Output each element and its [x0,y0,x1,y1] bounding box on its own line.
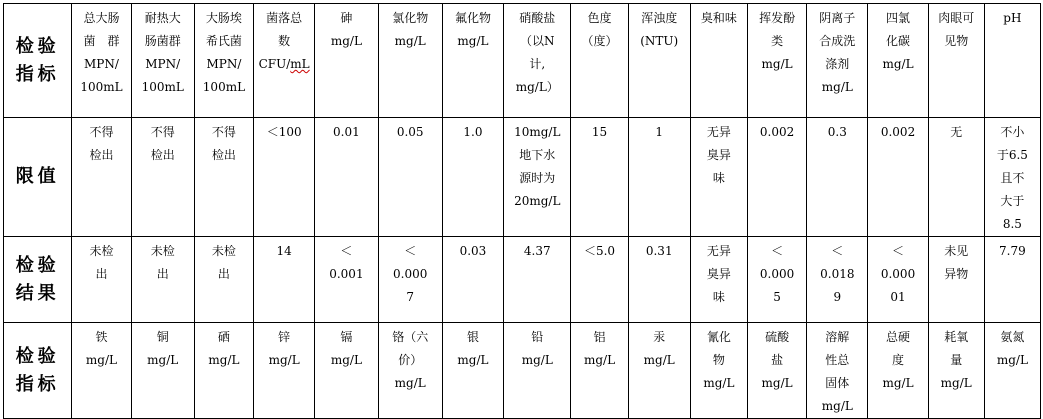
cell-text: 未检 [150,244,175,258]
cell-text: 希氏菌 [205,34,242,48]
limit-cell [504,118,571,237]
cell-text: mg/L [882,57,914,71]
cell-text: 0.000 [759,267,795,281]
cell-text: mg/L [268,353,300,367]
indicator-cell [690,323,747,419]
cell-text: MPN/ [84,57,119,71]
cell-text: 20mg/L [514,194,561,208]
cell-text: 合成洗 [819,34,856,48]
indicator-cell [254,4,315,118]
cell-text: 7 [406,290,415,304]
cell-text: ＜5.0 [583,244,616,258]
cell-text: 化碳 [886,34,911,48]
cell-text: 于6.5 [996,148,1028,162]
cell-text: 臭和味 [700,11,737,25]
result-cell [194,237,253,323]
limit-cell [984,118,1040,237]
indicator-cell [504,323,571,419]
cell-text: 硒 [217,330,230,344]
limit-cell [690,118,747,237]
cell-text: 铬（六 [392,330,429,344]
cell-text: mg/L [521,353,553,367]
cell-text: 氰化 [706,330,731,344]
cell-text: 0.002 [880,125,916,139]
cell-text: 浑浊度 [641,11,678,25]
cell-text: mg/L [147,353,179,367]
limit-cell [72,118,131,237]
cell-text: 0.05 [396,125,424,139]
indicator-row-2 [4,323,1041,419]
limit-cell [442,118,503,237]
indicator-cell [254,323,315,419]
cell-text: 硝酸盐 [519,11,556,25]
cell-text: 类 [771,34,784,48]
cell-text: mg/L [821,80,853,94]
cell-text: mg/L [330,353,362,367]
cell-text: mg/L [208,353,240,367]
cell-text: 度 [892,353,905,367]
cell-text: 溶解 [825,330,850,344]
limit-cell [928,118,984,237]
cell-text: mg/L [457,34,489,48]
cell-text: 100mL [141,80,184,94]
cell-text: 银 [466,330,479,344]
cell-text: 0.31 [645,244,673,258]
cell-text: （度） [581,34,618,48]
limit-cell [628,118,690,237]
cell-text: mg/L [643,353,675,367]
cell-text: 耗氧 [944,330,969,344]
cell-text: mg/L [996,353,1028,367]
result-cell [628,237,690,323]
cell-text: ＜100 [266,125,302,139]
cell-text: 1.0 [463,125,483,139]
row-header-limit [4,118,72,237]
indicator-cell [315,4,378,118]
result-cell [504,237,571,323]
cell-text: 物 [712,353,725,367]
cell-text: ＜ [404,244,417,258]
cell-text: 阴离子 [819,11,856,25]
indicator-cell [72,4,131,118]
indicator-cell [378,4,442,118]
cell-text: pH [1003,11,1022,25]
indicator-cell [194,323,253,419]
limit-cell [254,118,315,237]
result-cell [254,237,315,323]
cell-text: mg/L [394,34,426,48]
cell-text: mg/L [85,353,117,367]
indicator-cell [504,4,571,118]
cell-text: 无 [950,125,963,139]
cell-text: 砷 [340,11,353,25]
limit-cell [131,118,194,237]
cell-text: 硫酸 [765,330,790,344]
indicator-cell [378,323,442,419]
indicator-cell [928,323,984,419]
cell-text: 异物 [944,267,969,281]
indicator-cell [807,323,868,419]
cell-text: 大肠埃 [205,11,242,25]
cell-text: 盐 [771,353,784,367]
cell-text: ＜ [831,244,844,258]
cell-text: 0.03 [459,244,487,258]
limit-row [4,118,1041,237]
result-cell [868,237,928,323]
cell-text: mg/L [882,376,914,390]
cell-text: 10mg/L [514,125,561,139]
cell-text: 15 [591,125,608,139]
row-header-line: 检验 [15,254,60,276]
cell-text: 固体 [825,376,850,390]
indicator-cell [571,4,628,118]
cell-text: 检出 [89,148,114,162]
limit-cell [807,118,868,237]
cell-text: 0.002 [759,125,795,139]
cell-text: 无异 [706,125,731,139]
cell-text: 见物 [944,34,969,48]
cell-text: mg/L [394,376,426,390]
cell-text: 4.37 [523,244,551,258]
limit-cell [571,118,628,237]
row-header-line: 检验 [15,35,60,57]
cell-text: 涤剂 [825,57,850,71]
indicator-cell [984,323,1040,419]
indicator-cell [868,4,928,118]
cell-text: 5 [773,290,781,304]
cell-text: mg/L [457,353,489,367]
cell-text: 计, [529,57,546,71]
limit-cell [748,118,807,237]
cell-text: 出 [217,267,230,281]
cell-text: 数 [278,34,291,48]
cell-text: 味 [712,171,725,185]
cell-text: 价） [398,353,423,367]
cell-text: 铝 [593,330,606,344]
result-cell [72,237,131,323]
cell-text: mg/L [940,376,972,390]
cell-text: 氯化物 [392,11,429,25]
result-row [4,237,1041,323]
cell-text: 0.001 [329,267,364,281]
result-cell [315,237,378,323]
indicator-row-1 [4,4,1041,118]
cell-text: 味 [712,290,725,304]
cell-text: 无异 [706,244,731,258]
cell-text: 挥发酚 [759,11,796,25]
cell-text: (NTU) [640,34,679,48]
result-cell [690,237,747,323]
cell-text: 性总 [825,353,850,367]
indicator-cell [72,323,131,419]
indicator-cell [748,323,807,419]
cell-text: 0.000 [880,267,916,281]
cell-text: 总硬 [886,330,911,344]
cell-text: 0.3 [827,125,847,139]
row-header-line: 指标 [15,373,60,395]
cell-text: 色度 [587,11,612,25]
indicator-cell [131,323,194,419]
result-cell [442,237,503,323]
cell-text: MPN/ [145,57,181,71]
cell-text: 臭异 [706,267,731,281]
result-cell [748,237,807,323]
cell-text: 检出 [150,148,175,162]
result-cell [984,237,1040,323]
indicator-cell [194,4,253,118]
cell-text: 且不 [1000,171,1025,185]
cell-text: ＜ [771,244,784,258]
result-cell [807,237,868,323]
row-header-indicator-1 [4,4,72,118]
cell-text: 未见 [944,244,969,258]
indicator-cell [690,4,747,118]
cell-text: 9 [833,290,842,304]
cell-text: mg/L [703,376,735,390]
cell-text: 菌落总 [266,11,303,25]
indicator-cell [928,4,984,118]
cell-text: 出 [95,267,108,281]
row-header-result [4,237,72,323]
cell-text: 地下水 [519,148,556,162]
limit-cell [378,118,442,237]
indicator-cell [748,4,807,118]
cell-text: 量 [950,353,963,367]
indicator-cell [442,323,503,419]
cell-text: 汞 [653,330,666,344]
cell-text: 菌 群 [83,34,120,48]
cell-text: CFU/mL [258,57,310,71]
cell-text: 肉眼可 [938,11,975,25]
cell-text: 0.01 [333,125,360,139]
result-cell [928,237,984,323]
row-header-line: 限值 [15,166,60,187]
limit-cell [868,118,928,237]
cell-text: 100mL [80,80,123,94]
cell-text: MPN/ [206,57,242,71]
cell-text: 检出 [211,148,236,162]
limit-cell [194,118,253,237]
cell-text: 01 [890,290,906,304]
indicator-cell [807,4,868,118]
cell-text: 0.000 [393,267,428,281]
cell-text: 不小 [1000,125,1025,139]
cell-text: 8.5 [1002,217,1022,231]
cell-text: 氟化物 [454,11,491,25]
cell-text: ＜ [892,244,905,258]
cell-text: 100mL [202,80,246,94]
cell-text: （以N [520,34,555,48]
cell-text: mg/L [583,353,616,367]
cell-text: 未检 [89,244,114,258]
cell-text: 0.018 [820,267,855,281]
cell-text: 镉 [340,330,353,344]
cell-text: mg/L [821,399,853,413]
cell-text: mg/L [761,57,793,71]
cell-text: 出 [156,267,169,281]
cell-text: 不得 [211,125,236,139]
cell-text: 不得 [150,125,175,139]
cell-text: 铅 [531,330,544,344]
cell-text: mg/L [761,376,793,390]
cell-text: 未检 [211,244,236,258]
cell-text: 耐热大 [144,11,181,25]
cell-text: 源时为 [519,171,556,185]
cell-text: 铁 [95,330,108,344]
indicator-cell [442,4,503,118]
cell-text: 锌 [278,330,291,344]
indicator-cell [131,4,194,118]
row-header-indicator-2 [4,323,72,419]
cell-text: 总大肠 [83,11,120,25]
cell-text: 四氯 [886,11,911,25]
cell-text: 肠菌群 [144,34,181,48]
row-header-line: 检验 [15,345,60,367]
cell-text: 大于 [1000,194,1025,208]
cell-text: 铜 [156,330,169,344]
cell-text: ＜ [340,244,353,258]
cell-text: 臭异 [706,148,731,162]
row-header-line: 指标 [15,63,60,85]
indicator-cell [315,323,378,419]
row-header-line: 结果 [15,282,60,304]
cell-text: 7.79 [999,244,1026,258]
limit-cell [315,118,378,237]
indicator-cell [628,4,690,118]
result-cell [378,237,442,323]
indicator-cell [628,323,690,419]
cell-text: 1 [655,125,664,139]
result-cell [131,237,194,323]
cell-text: mg/L） [515,80,559,94]
cell-text: 14 [276,244,292,258]
indicator-cell [868,323,928,419]
cell-text: 不得 [89,125,114,139]
result-cell [571,237,628,323]
cell-text: mg/L [330,34,362,48]
indicator-cell [571,323,628,419]
water-quality-table [3,3,1041,419]
indicator-cell [984,4,1040,118]
cell-text: 氨氮 [1000,330,1025,344]
